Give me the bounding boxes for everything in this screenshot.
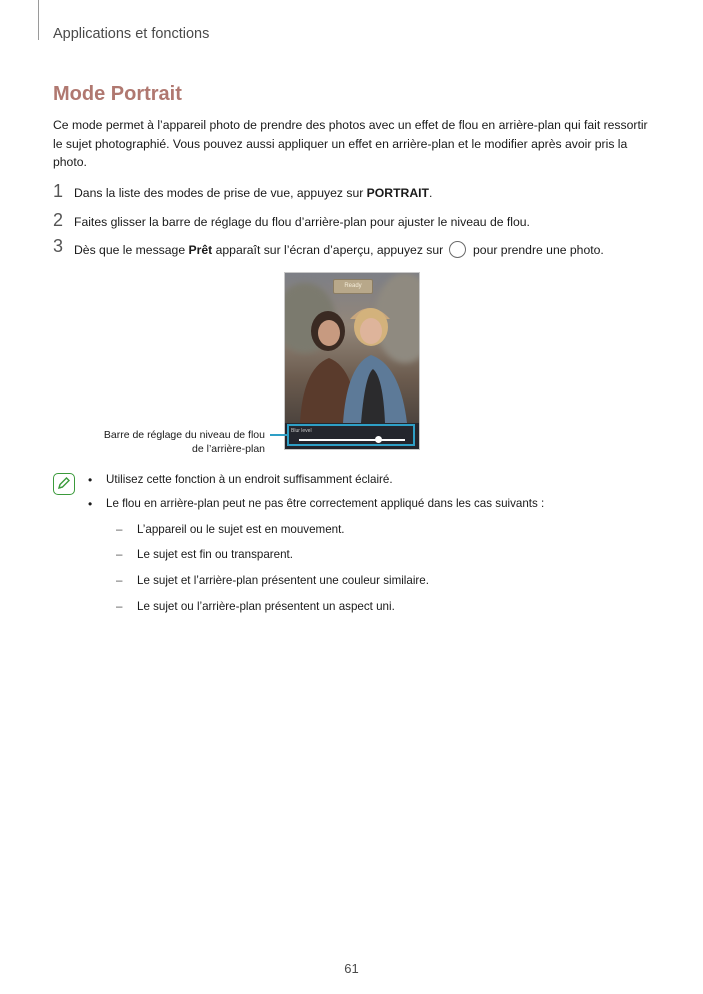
step-number: 2 bbox=[53, 210, 64, 230]
portrait-label: PORTRAIT bbox=[366, 186, 429, 200]
blur-bar-highlight bbox=[287, 424, 415, 446]
step-text: Dans la liste des modes de prise de vue, appuyez sur PORTRAIT. bbox=[74, 186, 433, 200]
shutter-button-icon bbox=[449, 241, 466, 258]
note-pencil-icon bbox=[53, 473, 75, 495]
page-title: Mode Portrait bbox=[53, 83, 182, 105]
section-header: Applications et fonctions bbox=[53, 26, 210, 42]
top-divider bbox=[38, 0, 39, 40]
blur-bar-callout: Barre de réglage du niveau de flou de l’arrière-plan bbox=[103, 429, 265, 455]
step-text: Dès que le message Prêt apparaît sur l’écran d’aperçu, appuyez sur pour prendre une photo. bbox=[74, 243, 604, 257]
ready-label: Prêt bbox=[188, 243, 213, 257]
callout-line bbox=[270, 434, 287, 436]
step-text: Faites glisser la barre de réglage du flou d’arrière-plan pour ajuster le niveau de flou. bbox=[74, 215, 530, 229]
step-number: 3 bbox=[53, 236, 64, 256]
step-number: 1 bbox=[53, 181, 64, 201]
intro-paragraph: Ce mode permet à l’appareil photo de prendre des photos avec un effet de flou en arrière-plan qui fait ressortir le sujet photographié. Vous pouvez aussi appliquer un effet en arrière-plan et le modifier après avoir pris la photo. bbox=[53, 118, 648, 169]
ready-badge: Ready bbox=[333, 279, 373, 294]
blur-label: Blur level bbox=[291, 428, 312, 434]
page-number: 61 bbox=[344, 961, 359, 976]
